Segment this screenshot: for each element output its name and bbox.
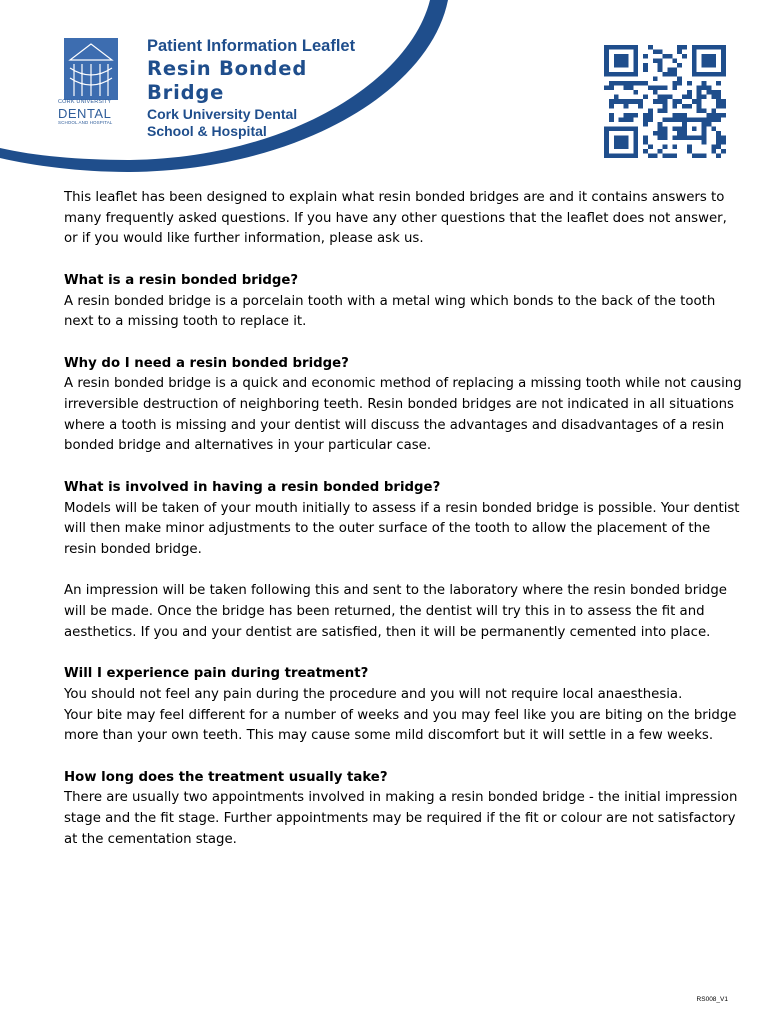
section-paragraph: Models will be taken of your mouth initially to assess if a resin bonded bridge is possible. Your dentist will then make minor adjustments to the outer surface of the tooth to allow the placement of the resin bonded bridge.	[64, 500, 740, 557]
logo-line3: SCHOOL AND HOSPITAL	[58, 119, 113, 125]
institution-line2: School & Hospital	[147, 123, 267, 139]
section-heading: Why do I need a resin bonded bridge?	[64, 355, 349, 371]
leaflet-subtitle: Patient Information Leaflet	[147, 37, 356, 55]
section-paragraph: A resin bonded bridge is a porcelain tooth with a metal wing which bonds to the back of the tooth next to a missing tooth to replace it.	[64, 293, 716, 330]
section-paragraph: An impression will be taken following this and sent to the laboratory where the resin bonded bridge will be made. Once the bridge has been returned, the dentist will try this in to assess the fit and aesthetics. If you and your dentist are satisfied, then it will be permanently cemented into place.	[64, 583, 727, 640]
leaflet-body	[64, 188, 744, 850]
document-code: RS008_V1	[696, 996, 728, 1003]
logo-line1: CORK UNIVERSITY	[58, 99, 112, 105]
qr-code-icon	[604, 45, 726, 158]
page-title	[147, 57, 307, 105]
section-paragraph: You should not feel any pain during the procedure and you will not require local anaesthesia.	[64, 686, 683, 702]
section-heading: Will I experience pain during treatment?	[64, 666, 369, 682]
institution-name	[147, 106, 297, 140]
section-heading: What is a resin bonded bridge?	[64, 272, 299, 288]
logo-line2: DENTAL	[58, 105, 112, 121]
intro-paragraph: This leaflet has been designed to explain what resin bonded bridges are and it contains answers to many frequently asked questions. If you have any other questions that the leaflet does not answer, or if you would like further information, please ask us.	[64, 190, 727, 247]
institution-line1: Cork University Dental	[147, 106, 298, 122]
title-line2: Bridge	[147, 81, 225, 104]
section-paragraph: A resin bonded bridge is a quick and economic method of replacing a missing tooth while not causing irreversible destruction of neighboring teeth. Resin bonded bridges are not indicated in all situations where a tooth is missing and your dentist will discuss the advantages and disadvantages of a resin bonded bridge and alternatives in your particular case.	[64, 376, 742, 454]
section-paragraph: Your bite may feel different for a number of weeks and you may feel like you are biting on the bridge more than your own teeth. This may cause some mild discomfort but it will settle in a few weeks.	[64, 707, 737, 744]
section-heading: How long does the treatment usually take?	[64, 769, 388, 785]
section-heading: What is involved in having a resin bonded bridge?	[64, 479, 441, 495]
section-paragraph: There are usually two appointments involved in making a resin bonded bridge - the initial impression stage and the fit stage. Further appointments may be required if the fit or colour are not satisfactory at the cementation stage.	[64, 790, 738, 847]
logo-wordmark	[58, 100, 128, 125]
title-line1: Resin Bonded	[147, 57, 308, 80]
